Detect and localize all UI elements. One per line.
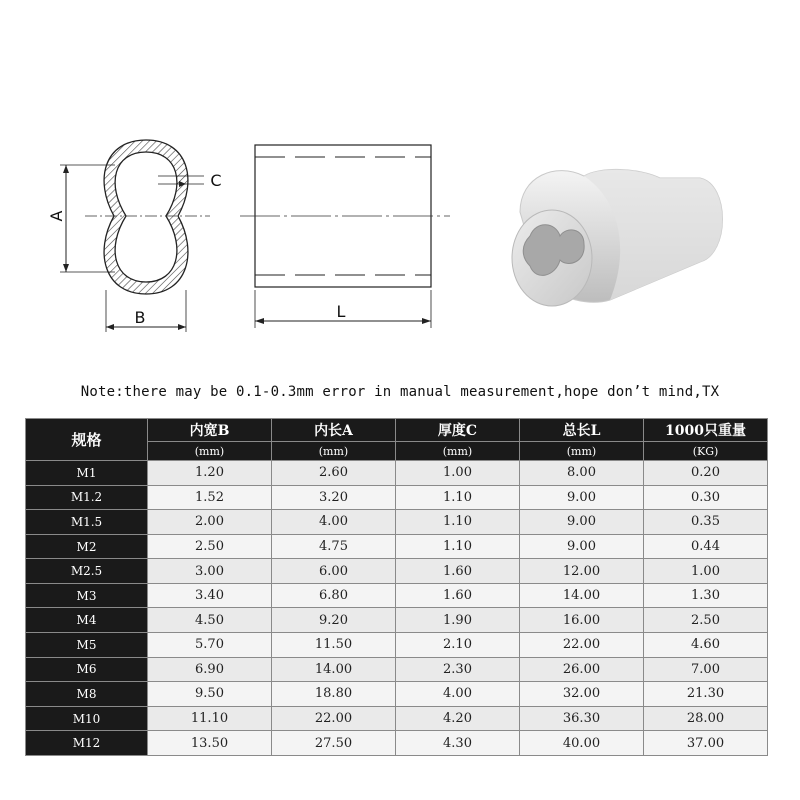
table-cell: 11.10 <box>148 706 272 731</box>
table-cell: 2.00 <box>148 510 272 535</box>
row-model: M1 <box>26 461 148 486</box>
column-unit: (mm) <box>148 442 272 461</box>
row-model: M1.5 <box>26 510 148 535</box>
table-cell: 36.30 <box>520 706 644 731</box>
table-cell: 4.50 <box>148 608 272 633</box>
table-cell: 1.00 <box>396 461 520 486</box>
table-cell: 3.20 <box>272 485 396 510</box>
table-cell: 27.50 <box>272 731 396 756</box>
table-cell: 1.10 <box>396 485 520 510</box>
table-cell: 13.50 <box>148 731 272 756</box>
table-row <box>26 731 768 756</box>
measurement-note: Note:there may be 0.1-0.3mm error in manual measurement,hope don’t mind,TX <box>80 384 720 400</box>
table-cell: 4.00 <box>396 682 520 707</box>
table-row <box>26 657 768 682</box>
table-cell: 5.70 <box>148 633 272 658</box>
table-row <box>26 608 768 633</box>
table-cell: 18.80 <box>272 682 396 707</box>
table-cell: 7.00 <box>644 657 768 682</box>
table-cell: 9.00 <box>520 510 644 535</box>
table-cell: 6.00 <box>272 559 396 584</box>
table-cell: 1.30 <box>644 583 768 608</box>
table-cell: 1.00 <box>644 559 768 584</box>
table-row <box>26 461 768 486</box>
row-model: M1.2 <box>26 485 148 510</box>
table-cell: 9.00 <box>520 485 644 510</box>
column-unit: (mm) <box>520 442 644 461</box>
row-model: M2.5 <box>26 559 148 584</box>
table-cell: 2.60 <box>272 461 396 486</box>
table-cell: 4.75 <box>272 534 396 559</box>
table-cell: 6.80 <box>272 583 396 608</box>
table-cell: 4.60 <box>644 633 768 658</box>
spec-header: 规格 <box>26 419 148 461</box>
spec-table-body <box>26 461 768 756</box>
table-cell: 9.20 <box>272 608 396 633</box>
table-cell: 11.50 <box>272 633 396 658</box>
table-cell: 1.52 <box>148 485 272 510</box>
column-header-inner-length: 内长A <box>272 419 396 442</box>
column-unit: (mm) <box>272 442 396 461</box>
product-photo <box>512 169 723 306</box>
table-cell: 28.00 <box>644 706 768 731</box>
table-row <box>26 534 768 559</box>
table-cell: 0.44 <box>644 534 768 559</box>
table-cell: 14.00 <box>520 583 644 608</box>
table-row <box>26 583 768 608</box>
table-cell: 2.30 <box>396 657 520 682</box>
table-cell: 2.50 <box>148 534 272 559</box>
row-model: M4 <box>26 608 148 633</box>
table-cell: 8.00 <box>520 461 644 486</box>
table-cell: 26.00 <box>520 657 644 682</box>
row-model: M3 <box>26 583 148 608</box>
table-cell: 14.00 <box>272 657 396 682</box>
table-cell: 21.30 <box>644 682 768 707</box>
table-cell: 1.60 <box>396 559 520 584</box>
column-header-total-length: 总长L <box>520 419 644 442</box>
label-a: A <box>47 210 66 222</box>
label-b: B <box>134 308 146 327</box>
table-cell: 2.10 <box>396 633 520 658</box>
column-unit: (mm) <box>396 442 520 461</box>
column-header-thickness: 厚度C <box>396 419 520 442</box>
label-l: L <box>336 302 346 321</box>
table-cell: 1.90 <box>396 608 520 633</box>
table-cell: 40.00 <box>520 731 644 756</box>
table-row <box>26 485 768 510</box>
table-row <box>26 510 768 535</box>
table-cell: 3.00 <box>148 559 272 584</box>
table-cell: 0.20 <box>644 461 768 486</box>
table-cell: 1.10 <box>396 534 520 559</box>
row-model: M6 <box>26 657 148 682</box>
table-cell: 16.00 <box>520 608 644 633</box>
spec-table <box>25 418 768 756</box>
table-cell: 4.30 <box>396 731 520 756</box>
table-row <box>26 706 768 731</box>
table-cell: 22.00 <box>272 706 396 731</box>
dimension-diagram <box>0 0 800 370</box>
table-cell: 9.50 <box>148 682 272 707</box>
table-cell: 32.00 <box>520 682 644 707</box>
table-cell: 0.30 <box>644 485 768 510</box>
cross-section-view <box>47 140 222 332</box>
row-model: M2 <box>26 534 148 559</box>
row-model: M8 <box>26 682 148 707</box>
table-cell: 4.00 <box>272 510 396 535</box>
table-cell: 1.10 <box>396 510 520 535</box>
table-cell: 9.00 <box>520 534 644 559</box>
table-cell: 3.40 <box>148 583 272 608</box>
table-row <box>26 682 768 707</box>
table-cell: 6.90 <box>148 657 272 682</box>
table-cell: 37.00 <box>644 731 768 756</box>
table-cell: 1.60 <box>396 583 520 608</box>
table-cell: 2.50 <box>644 608 768 633</box>
label-c: C <box>210 171 222 190</box>
table-cell: 22.00 <box>520 633 644 658</box>
table-cell: 1.20 <box>148 461 272 486</box>
row-model: M5 <box>26 633 148 658</box>
table-row <box>26 559 768 584</box>
column-header-weight: 1000只重量 <box>644 419 768 442</box>
table-cell: 4.20 <box>396 706 520 731</box>
table-row <box>26 633 768 658</box>
table-cell: 0.35 <box>644 510 768 535</box>
table-cell: 12.00 <box>520 559 644 584</box>
side-view <box>240 145 450 328</box>
column-header-inner-width: 内宽B <box>148 419 272 442</box>
row-model: M10 <box>26 706 148 731</box>
row-model: M12 <box>26 731 148 756</box>
column-unit: (KG) <box>644 442 768 461</box>
